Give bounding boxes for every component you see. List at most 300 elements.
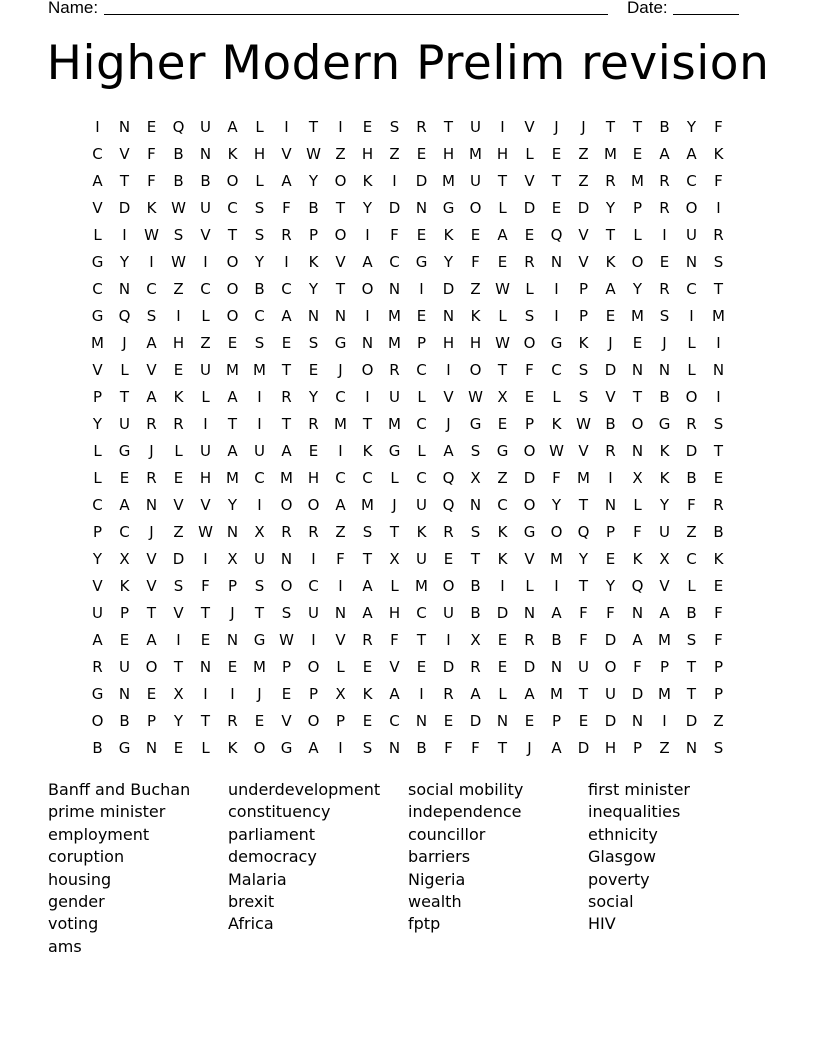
word-item: coruption — [48, 847, 125, 867]
grid-letter: N — [415, 199, 428, 217]
grid-letter: N — [307, 307, 320, 325]
grid-letter: D — [604, 631, 617, 649]
grid-letter: P — [659, 658, 670, 676]
grid-letter: I — [419, 280, 424, 298]
grid-letter: L — [687, 334, 696, 352]
grid-letter: Z — [686, 523, 697, 541]
grid-letter: O — [280, 577, 293, 595]
grid-letter: B — [605, 415, 616, 433]
grid-letter: O — [469, 361, 482, 379]
grid-letter: C — [254, 307, 265, 325]
word-list — [48, 779, 768, 958]
grid-letter: G — [550, 334, 563, 352]
grid-letter: Z — [659, 739, 670, 757]
grid-letter: G — [280, 739, 293, 757]
grid-letter: H — [361, 145, 374, 163]
grid-letter: Y — [308, 280, 319, 298]
grid-letter: T — [335, 280, 346, 298]
grid-letter: P — [308, 226, 319, 244]
grid-letter: Y — [362, 199, 373, 217]
grid-letter: Y — [173, 712, 184, 730]
grid-letter: I — [203, 253, 208, 271]
grid-letter: I — [95, 118, 100, 136]
grid-letter: B — [686, 469, 697, 487]
grid-letter: C — [146, 280, 157, 298]
grid-letter: P — [605, 523, 616, 541]
grid-letter: E — [119, 469, 130, 487]
grid-letter: V — [389, 658, 400, 676]
grid-letter: Q — [118, 307, 131, 325]
grid-letter: V — [443, 388, 454, 406]
word-search-grid — [84, 114, 736, 762]
grid-letter: L — [390, 469, 399, 487]
grid-letter: R — [308, 523, 319, 541]
grid-letter: R — [173, 415, 184, 433]
grid-letter: N — [145, 739, 158, 757]
grid-letter: N — [118, 685, 131, 703]
grid-letter: T — [281, 415, 292, 433]
grid-letter: Z — [470, 280, 481, 298]
grid-letter: E — [632, 145, 643, 163]
grid-letter: V — [281, 712, 292, 730]
grid-letter: W — [198, 523, 213, 541]
grid-letter: S — [254, 226, 265, 244]
grid-letter: D — [577, 739, 590, 757]
word-item: constituency — [228, 802, 331, 822]
grid-letter: L — [255, 118, 264, 136]
grid-letter: E — [524, 388, 535, 406]
grid-letter: O — [226, 307, 239, 325]
grid-letter: D — [469, 712, 482, 730]
grid-letter: M — [226, 469, 239, 487]
grid-letter: M — [415, 577, 428, 595]
grid-letter: S — [686, 631, 697, 649]
grid-letter: B — [308, 199, 319, 217]
grid-letter: W — [495, 280, 510, 298]
grid-letter: S — [389, 118, 400, 136]
grid-letter: T — [605, 226, 616, 244]
grid-letter: F — [201, 577, 210, 595]
page-title: Higher Modern Prelim revision — [46, 36, 770, 91]
grid-letter: T — [605, 118, 616, 136]
grid-letter: K — [416, 523, 427, 541]
grid-letter: D — [685, 712, 698, 730]
grid-letter: T — [200, 604, 211, 622]
grid-letter: A — [281, 172, 292, 190]
grid-letter: K — [146, 199, 157, 217]
grid-letter: A — [146, 334, 157, 352]
grid-letter: L — [525, 577, 534, 595]
grid-letter: E — [497, 415, 508, 433]
grid-letter: K — [443, 226, 454, 244]
grid-letter: H — [307, 469, 320, 487]
grid-letter: P — [335, 712, 346, 730]
grid-letter: M — [658, 685, 671, 703]
grid-letter: T — [578, 496, 589, 514]
grid-letter: P — [416, 334, 427, 352]
grid-letter: P — [713, 685, 724, 703]
grid-letter: I — [122, 226, 127, 244]
grid-letter: U — [686, 226, 697, 244]
grid-letter: E — [173, 469, 184, 487]
grid-letter: V — [578, 442, 589, 460]
grid-letter: V — [146, 361, 157, 379]
grid-row — [84, 357, 736, 384]
grid-letter: I — [500, 577, 505, 595]
grid-letter: A — [92, 172, 103, 190]
grid-letter: I — [500, 118, 505, 136]
word-item: poverty — [588, 869, 650, 889]
grid-letter: T — [173, 658, 184, 676]
grid-letter: I — [365, 307, 370, 325]
grid-letter: N — [361, 334, 374, 352]
grid-letter: R — [92, 658, 103, 676]
grid-letter: I — [446, 361, 451, 379]
grid-letter: O — [91, 712, 104, 730]
grid-letter: Z — [389, 145, 400, 163]
grid-letter: S — [713, 253, 724, 271]
grid-letter: I — [311, 550, 316, 568]
grid-letter: F — [471, 739, 480, 757]
grid-letter: V — [578, 226, 589, 244]
grid-letter: T — [146, 604, 157, 622]
grid-letter: I — [257, 388, 262, 406]
grid-letter: J — [149, 523, 154, 541]
grid-letter: R — [416, 118, 427, 136]
grid-letter: I — [257, 496, 262, 514]
grid-letter: H — [172, 334, 185, 352]
grid-letter: N — [631, 442, 644, 460]
grid-letter: I — [554, 280, 559, 298]
grid-letter: J — [392, 496, 397, 514]
grid-letter: G — [523, 523, 536, 541]
grid-letter: S — [173, 226, 184, 244]
grid-letter: I — [716, 334, 721, 352]
grid-letter: B — [173, 172, 184, 190]
grid-letter: E — [146, 118, 157, 136]
grid-letter: S — [713, 415, 724, 433]
grid-letter: M — [388, 307, 401, 325]
grid-letter: T — [308, 118, 319, 136]
grid-letter: U — [200, 118, 211, 136]
grid-letter: C — [254, 469, 265, 487]
grid-letter: I — [419, 685, 424, 703]
grid-letter: G — [658, 415, 671, 433]
grid-letter: P — [92, 523, 103, 541]
word-item: barriers — [408, 847, 471, 867]
grid-letter: E — [524, 712, 535, 730]
grid-letter: D — [685, 442, 698, 460]
grid-letter: E — [416, 226, 427, 244]
grid-letter: K — [605, 253, 616, 271]
grid-letter: Q — [172, 118, 185, 136]
grid-letter: U — [119, 415, 130, 433]
grid-letter: S — [254, 199, 265, 217]
grid-letter: F — [687, 496, 696, 514]
grid-letter: S — [146, 307, 157, 325]
grid-letter: H — [469, 334, 482, 352]
grid-letter: A — [281, 442, 292, 460]
grid-letter: L — [93, 226, 102, 244]
grid-letter: A — [227, 442, 238, 460]
grid-letter: E — [416, 307, 427, 325]
grid-letter: M — [550, 550, 563, 568]
grid-letter: T — [578, 577, 589, 595]
grid-letter: W — [306, 145, 321, 163]
grid-letter: C — [362, 469, 373, 487]
grid-letter: Y — [92, 550, 103, 568]
grid-letter: M — [253, 361, 266, 379]
grid-letter: N — [388, 739, 401, 757]
grid-letter: D — [631, 685, 644, 703]
grid-letter: N — [496, 712, 509, 730]
grid-letter: Z — [335, 145, 346, 163]
grid-letter: O — [307, 712, 320, 730]
grid-letter: Z — [173, 523, 184, 541]
grid-letter: B — [173, 145, 184, 163]
grid-letter: E — [173, 361, 184, 379]
word-item: Africa — [228, 914, 274, 934]
grid-letter: U — [605, 685, 616, 703]
grid-letter: E — [308, 442, 319, 460]
grid-letter: K — [470, 307, 481, 325]
grid-letter: T — [227, 226, 238, 244]
grid-letter: O — [334, 226, 347, 244]
grid-letter: D — [523, 199, 536, 217]
grid-letter: I — [689, 307, 694, 325]
grid-letter: N — [631, 712, 644, 730]
grid-letter: D — [604, 361, 617, 379]
grid-letter: H — [388, 604, 401, 622]
grid-letter: E — [497, 253, 508, 271]
grid-letter: T — [443, 118, 454, 136]
grid-letter: I — [662, 226, 667, 244]
grid-letter: Z — [713, 712, 724, 730]
grid-letter: R — [686, 415, 697, 433]
grid-letter: S — [659, 307, 670, 325]
grid-letter: O — [253, 739, 266, 757]
grid-letter: N — [388, 280, 401, 298]
grid-letter: B — [200, 172, 211, 190]
grid-letter: N — [145, 496, 158, 514]
grid-row — [84, 546, 736, 573]
grid-letter: F — [579, 631, 588, 649]
grid-letter: K — [497, 523, 508, 541]
grid-letter: A — [146, 631, 157, 649]
grid-letter: L — [174, 442, 183, 460]
grid-letter: I — [554, 307, 559, 325]
grid-letter: K — [659, 442, 670, 460]
word-item: housing — [48, 869, 112, 889]
grid-letter: L — [93, 442, 102, 460]
grid-letter: K — [632, 550, 643, 568]
grid-letter: T — [416, 631, 427, 649]
grid-letter: F — [714, 172, 723, 190]
grid-letter: G — [253, 631, 266, 649]
grid-letter: G — [118, 739, 131, 757]
grid-letter: E — [227, 658, 238, 676]
grid-row — [84, 276, 736, 303]
grid-letter: C — [551, 361, 562, 379]
grid-letter: A — [605, 280, 616, 298]
grid-letter: S — [713, 739, 724, 757]
grid-letter: V — [605, 388, 616, 406]
grid-letter: X — [470, 631, 481, 649]
grid-letter: H — [442, 334, 455, 352]
grid-letter: A — [281, 307, 292, 325]
grid-letter: R — [146, 469, 157, 487]
grid-letter: U — [443, 604, 454, 622]
grid-row — [84, 465, 736, 492]
grid-letter: S — [281, 604, 292, 622]
grid-letter: I — [203, 415, 208, 433]
grid-letter: B — [470, 577, 481, 595]
grid-letter: E — [551, 145, 562, 163]
grid-letter: T — [281, 361, 292, 379]
grid-letter: G — [388, 442, 401, 460]
grid-letter: I — [176, 631, 181, 649]
grid-letter: O — [226, 172, 239, 190]
grid-row — [84, 168, 736, 195]
date-label: Date: — [627, 0, 668, 17]
grid-letter: F — [714, 631, 723, 649]
grid-letter: F — [525, 361, 534, 379]
grid-letter: B — [713, 523, 724, 541]
grid-letter: E — [362, 658, 373, 676]
grid-letter: E — [497, 658, 508, 676]
grid-letter: C — [335, 469, 346, 487]
grid-letter: K — [362, 442, 373, 460]
grid-letter: C — [119, 523, 130, 541]
grid-letter: F — [633, 658, 642, 676]
grid-letter: L — [390, 577, 399, 595]
grid-letter: O — [685, 388, 698, 406]
grid-letter: W — [576, 415, 591, 433]
grid-letter: C — [335, 388, 346, 406]
grid-letter: E — [362, 712, 373, 730]
grid-letter: D — [577, 199, 590, 217]
grid-letter: V — [335, 631, 346, 649]
grid-letter: V — [173, 496, 184, 514]
grid-letter: M — [658, 631, 671, 649]
word-item: underdevelopment — [228, 780, 381, 799]
grid-letter: B — [686, 604, 697, 622]
grid-letter: A — [227, 118, 238, 136]
grid-letter: P — [524, 415, 535, 433]
grid-row — [84, 492, 736, 519]
grid-row — [84, 681, 736, 708]
grid-letter: Y — [551, 496, 562, 514]
grid-row — [84, 600, 736, 627]
grid-letter: M — [577, 469, 590, 487]
grid-letter: O — [145, 658, 158, 676]
grid-letter: T — [686, 658, 697, 676]
grid-letter: S — [308, 334, 319, 352]
grid-letter: Y — [659, 496, 670, 514]
name-label: Name: — [48, 0, 99, 17]
grid-letter: T — [632, 118, 643, 136]
grid-letter: N — [415, 712, 428, 730]
grid-letter: J — [527, 739, 532, 757]
grid-letter: V — [146, 550, 157, 568]
grid-letter: C — [200, 280, 211, 298]
grid-letter: E — [605, 550, 616, 568]
grid-letter: D — [415, 172, 428, 190]
grid-letter: N — [334, 307, 347, 325]
grid-letter: K — [362, 685, 373, 703]
grid-letter: F — [147, 172, 156, 190]
grid-letter: N — [631, 361, 644, 379]
grid-letter: R — [443, 685, 454, 703]
grid-letter: S — [254, 334, 265, 352]
grid-letter: C — [416, 604, 427, 622]
grid-letter: T — [119, 172, 130, 190]
grid-letter: S — [524, 307, 535, 325]
grid-letter: R — [227, 712, 238, 730]
grid-letter: M — [226, 361, 239, 379]
grid-letter: H — [496, 145, 509, 163]
grid-letter: I — [311, 631, 316, 649]
word-item: wealth — [408, 892, 462, 912]
grid-letter: Y — [254, 253, 265, 271]
grid-row — [84, 303, 736, 330]
grid-letter: R — [281, 388, 292, 406]
word-column — [408, 779, 588, 958]
grid-letter: P — [119, 604, 130, 622]
grid-letter: C — [92, 280, 103, 298]
grid-letter: I — [230, 685, 235, 703]
grid-letter: H — [442, 145, 455, 163]
word-column — [228, 779, 408, 958]
grid-letter: C — [416, 469, 427, 487]
grid-letter: E — [254, 712, 265, 730]
grid-letter: J — [338, 361, 343, 379]
grid-letter: E — [416, 658, 427, 676]
grid-letter: Y — [308, 172, 319, 190]
grid-row — [84, 735, 736, 762]
grid-letter: G — [334, 334, 347, 352]
grid-letter: X — [173, 685, 184, 703]
grid-letter: Y — [605, 199, 616, 217]
grid-letter: E — [119, 631, 130, 649]
grid-letter: N — [442, 307, 455, 325]
grid-letter: N — [280, 550, 293, 568]
grid-letter: L — [552, 388, 561, 406]
grid-letter: K — [227, 739, 238, 757]
grid-letter: Y — [686, 118, 697, 136]
grid-letter: Q — [550, 226, 563, 244]
grid-letter: E — [443, 550, 454, 568]
grid-letter: S — [173, 577, 184, 595]
grid-letter: E — [713, 469, 724, 487]
grid-letter: E — [362, 118, 373, 136]
grid-letter: J — [257, 685, 262, 703]
grid-letter: K — [308, 253, 319, 271]
grid-letter: U — [200, 199, 211, 217]
grid-letter: O — [361, 361, 374, 379]
grid-letter: S — [578, 388, 589, 406]
grid-letter: O — [550, 523, 563, 541]
grid-letter: A — [497, 226, 508, 244]
grid-letter: O — [631, 415, 644, 433]
grid-letter: I — [257, 415, 262, 433]
grid-letter: V — [200, 496, 211, 514]
grid-letter: N — [226, 523, 239, 541]
grid-letter: P — [713, 658, 724, 676]
grid-letter: L — [336, 658, 345, 676]
grid-letter: A — [659, 604, 670, 622]
grid-letter: T — [497, 361, 508, 379]
